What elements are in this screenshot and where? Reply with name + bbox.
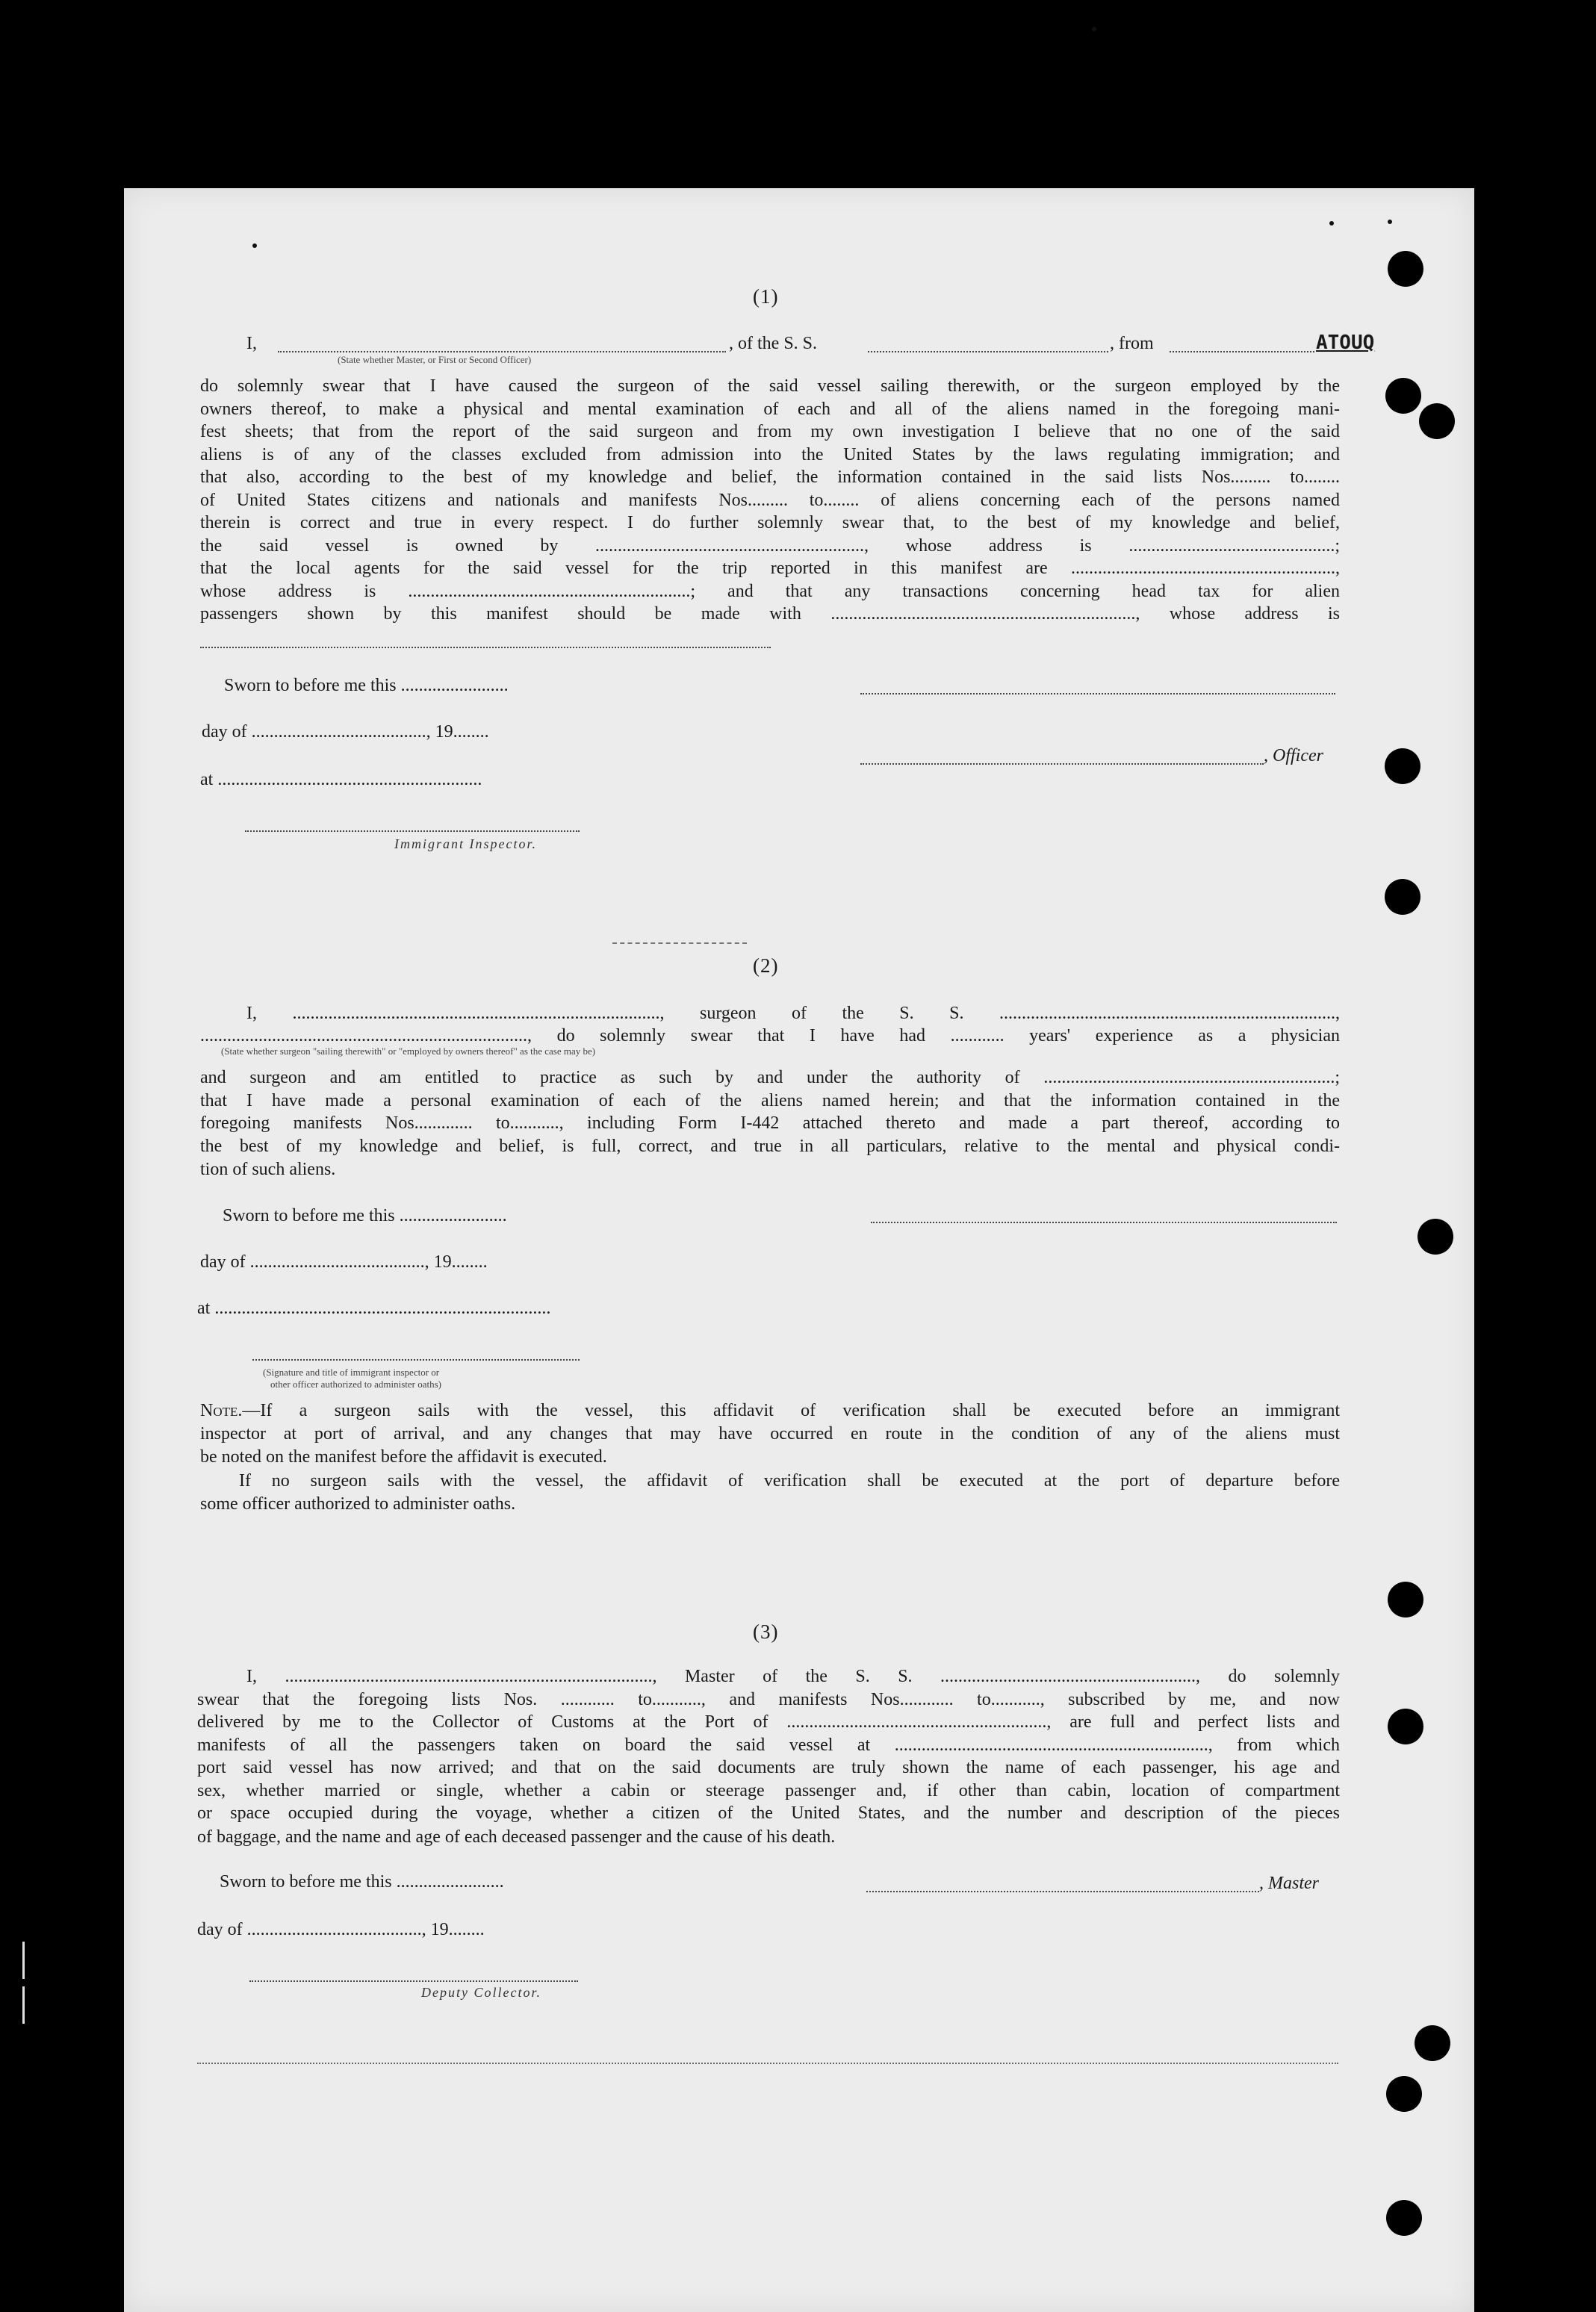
body-line: delivered by me to the Collector of Customs at the Port of .........................................................., are full and perfect lists and: [197, 1712, 1340, 1732]
binding-mark: [22, 1986, 25, 2024]
sworn-line: Sworn to before me this ........................: [224, 676, 509, 695]
section-2-line-1: [246, 1002, 1340, 1025]
body-line: that also, according to the best of my knowledge and belief, the information contained in the said lists Nos......... to........: [200, 467, 1340, 487]
section-2-number: (2): [753, 954, 779, 977]
surgeon-signature-line[interactable]: [871, 1222, 1337, 1223]
body-line: port said vessel has now arrived; and that on the said documents are truly shown the name of each passenger, his age and: [197, 1758, 1340, 1777]
address-field[interactable]: [200, 647, 771, 648]
officer-signature-line[interactable]: [860, 763, 1264, 765]
body-line: that I have made a personal examination of each of the aliens named herein; and that the information contained in the: [200, 1090, 1340, 1110]
note-line: If no surgeon sails with the vessel, the affidavit of verification shall be executed at the port of departure before: [239, 1471, 1340, 1491]
body-line: swear that the foregoing lists Nos. ............ to..........., and manifests Nos............ to..........., subscribed by me, and now: [197, 1689, 1340, 1709]
ship-label: , of the S. S.: [729, 334, 818, 353]
punch-hole: [1388, 1582, 1423, 1618]
punch-hole: [1385, 378, 1421, 414]
body-line: the best of my knowledge and belief, is full, correct, and true in all particulars, relative to the mental and physical condi-: [200, 1136, 1340, 1156]
section-2-last-line: tion of such aliens.: [200, 1160, 336, 1179]
sworn-line: Sworn to before me this ........................: [223, 1206, 507, 1225]
day-line: day of ......................................., 19........: [200, 1252, 488, 1272]
section-3-number: (3): [753, 1620, 779, 1643]
note-line: be noted on the manifest before the affidavit is executed.: [200, 1447, 607, 1467]
speck: [1329, 221, 1334, 226]
note-line: some officer authorized to administer oaths.: [200, 1494, 516, 1514]
punch-hole: [1386, 2200, 1422, 2236]
speck: [252, 243, 257, 248]
master-label: [1259, 1873, 1319, 1894]
speck: [1388, 220, 1392, 224]
signature-line[interactable]: [860, 693, 1335, 694]
section-1-opening-i: [246, 333, 257, 354]
body-line: sex, whether married or single, whether a cabin or steerage passenger and, if other than cabin, location of compartment: [197, 1780, 1340, 1800]
body-line: aliens is of any of the classes excluded from admission into the United States by the laws regulating immigration; and: [200, 444, 1340, 464]
body-line: ........................................................................., do solemnly swear that I have had ............ years' experience as a physician: [200, 1026, 1340, 1045]
body-line: and surgeon and am entitled to practice as such by and under the authority of .................................................................;: [200, 1068, 1340, 1087]
sworn-line: Sworn to before me this ........................: [220, 1872, 504, 1892]
punch-hole: [1385, 879, 1420, 915]
officer-title-hint: (State whether Master, or First or Second Officer): [338, 354, 532, 365]
officer-text: , Officer: [1264, 746, 1323, 765]
inspector-caption: Immigrant Inspector.: [394, 836, 537, 851]
opening-pre: I,: [246, 334, 257, 353]
section-2-line-2: [200, 1025, 1340, 1048]
day-line: day of ......................................., 19........: [197, 1920, 485, 1939]
stamp-mark: ATOUQ: [1316, 332, 1375, 354]
punch-hole: [1386, 2076, 1422, 2112]
sig-caption-1: (Signature and title of immigrant inspector or: [263, 1367, 440, 1378]
collector-signature-line[interactable]: [249, 1980, 578, 1982]
body-line: whose address is ...............................................................; and that any transactions concerning head tax for alien: [200, 581, 1340, 601]
note-label: Note.: [200, 1401, 243, 1420]
section-1-body: [200, 375, 1340, 626]
body-line: owners thereof, to make a physical and mental examination of each and all of the aliens named in the foregoing mani-: [200, 399, 1340, 419]
body-line: or space occupied during the voyage, whether a citizen of the United States, and the number and description of the pieces: [197, 1803, 1340, 1823]
ship-name-field[interactable]: [868, 351, 1108, 352]
body-line: passengers shown by this manifest should be made with ...................................................................., whose address is: [200, 604, 1340, 624]
from-label: , from: [1110, 334, 1154, 353]
punch-hole: [1419, 403, 1455, 439]
punch-hole: [1385, 748, 1420, 784]
note-2-paragraph: [200, 1470, 1340, 1516]
body-line: I, .................................................................................., surgeon of the S. S. ...........................................................................,: [246, 1004, 1340, 1023]
surgeon-status-hint: (State whether surgeon "sailing therewith" or "employed by owners thereof" as the case may be): [221, 1045, 596, 1057]
collector-caption: Deputy Collector.: [421, 1985, 541, 2000]
body-line: therein is correct and true in every respect. I do further solemnly swear that, to the best of my knowledge and belief,: [200, 513, 1340, 532]
at-line: at ...........................................................: [200, 770, 482, 789]
note-line: [200, 1399, 1340, 1423]
at-line: at ...........................................................................: [197, 1299, 551, 1318]
officer-label: [1264, 745, 1323, 766]
section-3-body: [197, 1665, 1340, 1825]
body-line: manifests of all the passengers taken on board the said vessel at ......................................................................, from which: [197, 1735, 1340, 1755]
body-line: do solemnly swear that I have caused the surgeon of the said vessel sailing therewith, or the surgeon employed by the: [200, 376, 1340, 396]
master-signature-line[interactable]: [866, 1891, 1259, 1892]
body-line: I, .................................................................................., Master of the S. S. ........................................................., do solemnly: [246, 1667, 1340, 1686]
body-line: the said vessel is owned by ............................................................, whose address is ..............................................;: [200, 535, 1340, 556]
administering-officer-line[interactable]: [252, 1359, 580, 1361]
note-line: inspector at port of arrival, and any changes that may have occurred en route in the condition of any of the aliens must: [200, 1424, 1340, 1444]
punch-hole: [1418, 1219, 1453, 1255]
sig-caption-2: other officer authorized to administer oaths): [270, 1379, 441, 1390]
inspector-signature-line[interactable]: [245, 830, 580, 832]
from-port-field[interactable]: [1170, 351, 1314, 352]
note-paragraph: [200, 1399, 1340, 1469]
body-line: that the local agents for the said vessel for the trip reported in this manifest are ...........................................................,: [200, 559, 1340, 578]
body-line: foregoing manifests Nos............. to..........., including Form I-442 attached thereto and made a part thereof, according to: [200, 1113, 1340, 1133]
section-3-last-line: of baggage, and the name and age of each deceased passenger and the cause of his death.: [197, 1827, 836, 1847]
section-1-number: (1): [753, 285, 779, 308]
section-2-body: [200, 1066, 1340, 1157]
divider: [612, 942, 747, 944]
punch-hole: [1388, 251, 1423, 287]
speck: [1092, 27, 1096, 31]
punch-hole: [1388, 1709, 1423, 1744]
body-line: fest sheets; that from the report of the said surgeon and from my own investigation I believe that no one of the said: [200, 422, 1340, 441]
binding-mark: [22, 1942, 25, 1979]
day-line: day of ......................................., 19........: [202, 722, 489, 742]
bottom-rule: [197, 2063, 1338, 2064]
punch-hole: [1415, 2025, 1450, 2061]
officer-title-field[interactable]: [278, 351, 726, 352]
note-text: —If a surgeon sails with the vessel, this affidavit of verification shall be executed before an immigrant: [242, 1401, 1340, 1420]
body-line: of United States citizens and nationals and manifests Nos......... to........ of aliens concerning each of the persons named: [200, 490, 1340, 510]
master-text: , Master: [1259, 1874, 1319, 1893]
